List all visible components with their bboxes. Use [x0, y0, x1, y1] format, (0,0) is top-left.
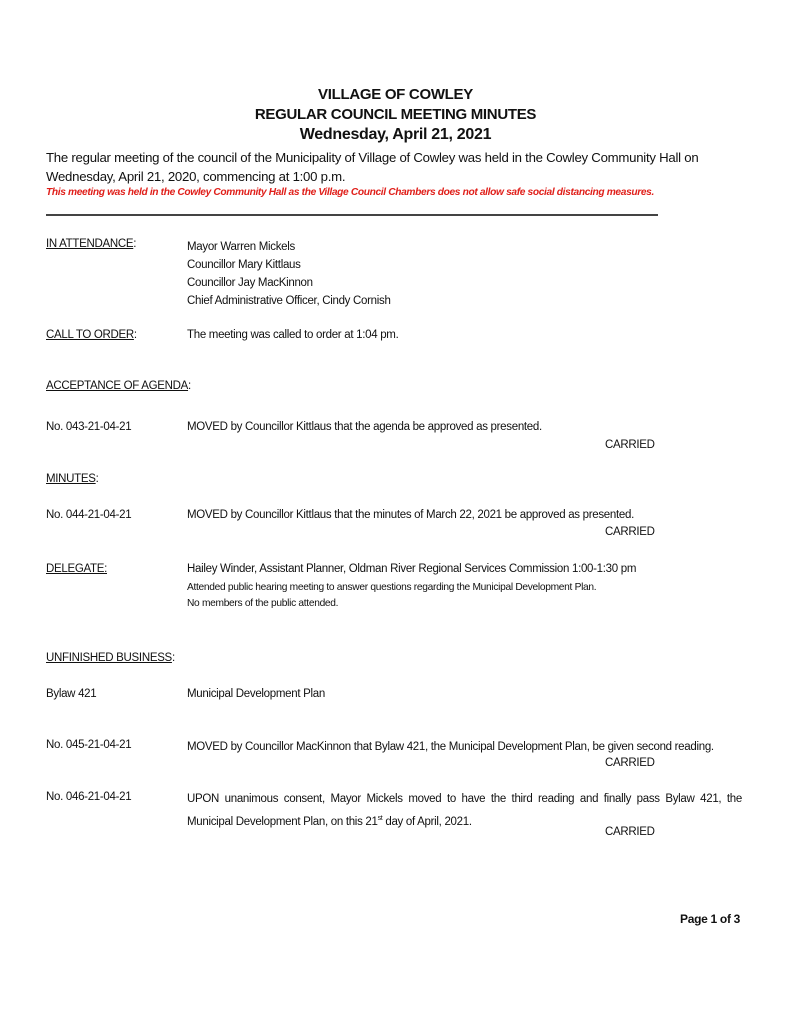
- motion-number: No. 043-21-04-21: [46, 421, 132, 433]
- bylaw-title: Municipal Development Plan: [187, 688, 325, 700]
- attendance-label: [46, 238, 136, 250]
- delegate-label: DELEGATE:: [46, 563, 107, 575]
- unfinished-business-label-text: UNFINISHED BUSINESS: [46, 652, 172, 664]
- minutes-section-label-text: MINUTES: [46, 473, 96, 485]
- motion-result: CARRIED: [605, 439, 655, 451]
- motion-text: MOVED by Councillor MacKinnon that Bylaw 421, the Municipal Development Plan, be given second reading.: [187, 741, 714, 753]
- motion-text-part: UPON unanimous consent, Mayor Mickels moved to have the third reading and finally pass Bylaw 421, the Municipal Development Plan, on this 21: [187, 793, 742, 828]
- attendee: Councillor Jay MacKinnon: [187, 277, 313, 289]
- agenda-section-colon: :: [188, 380, 191, 392]
- unfinished-business-colon: :: [171, 652, 175, 664]
- attendee: Mayor Warren Mickels: [187, 241, 295, 253]
- call-to-order-text: The meeting was called to order at 1:04 pm.: [187, 329, 399, 341]
- attendance-label-text: IN ATTENDANCE: [46, 238, 134, 250]
- municipality-title: VILLAGE OF COWLEY: [318, 86, 473, 103]
- call-to-order-label-text: CALL TO ORDER: [46, 329, 134, 341]
- ordinal-suffix: st: [377, 815, 383, 822]
- call-to-order-colon: :: [133, 329, 137, 341]
- bylaw-label: Bylaw 421: [46, 688, 97, 700]
- motion-number: No. 046-21-04-21: [46, 791, 132, 803]
- intro-paragraph: The regular meeting of the council of the Municipality of Village of Cowley was held in the Cowley Community Hall on Wednesday, April 21, 2020, commencing at 1:00 p.m.: [46, 150, 699, 184]
- motion-text: [187, 790, 742, 832]
- distancing-notice: This meeting was held in the Cowley Community Hall as the Village Council Chambers does not allow safe social distancing measures.: [46, 187, 654, 198]
- motion-result: CARRIED: [605, 826, 655, 838]
- motion-result: CARRIED: [605, 526, 655, 538]
- minutes-section-label: [46, 473, 99, 485]
- unfinished-business-label: [46, 652, 175, 664]
- motion-text-part: day of April, 2021.: [382, 815, 472, 828]
- motion-text: MOVED by Councillor Kittlaus that the minutes of March 22, 2021 be approved as presented.: [187, 509, 634, 521]
- header-divider: [46, 214, 658, 216]
- meeting-date: Wednesday, April 21, 2021: [299, 126, 492, 143]
- call-to-order-label: [46, 329, 137, 341]
- motion-number: No. 045-21-04-21: [46, 739, 132, 751]
- attendance-list: [187, 238, 391, 310]
- motion-text: MOVED by Councillor Kittlaus that the agenda be approved as presented.: [187, 421, 542, 433]
- delegate-line: Attended public hearing meeting to answer questions regarding the Municipal Development Plan.: [187, 582, 597, 593]
- page-number: Page 1 of 3: [680, 912, 741, 926]
- minutes-section-colon: :: [95, 473, 99, 485]
- document-title: REGULAR COUNCIL MEETING MINUTES: [254, 106, 537, 123]
- agenda-section-label-text: ACCEPTANCE OF AGENDA: [46, 380, 189, 392]
- motion-result: CARRIED: [605, 757, 655, 769]
- motion-number: No. 044-21-04-21: [46, 509, 132, 521]
- agenda-section-label: [46, 380, 191, 392]
- delegate-line: No members of the public attended.: [187, 598, 339, 609]
- attendance-label-colon: :: [133, 238, 137, 250]
- delegate-line: Hailey Winder, Assistant Planner, Oldman River Regional Services Commission 1:00-1:30 pm: [187, 563, 637, 575]
- attendee: Chief Administrative Officer, Cindy Cornish: [187, 295, 391, 307]
- attendee: Councillor Mary Kittlaus: [187, 259, 301, 271]
